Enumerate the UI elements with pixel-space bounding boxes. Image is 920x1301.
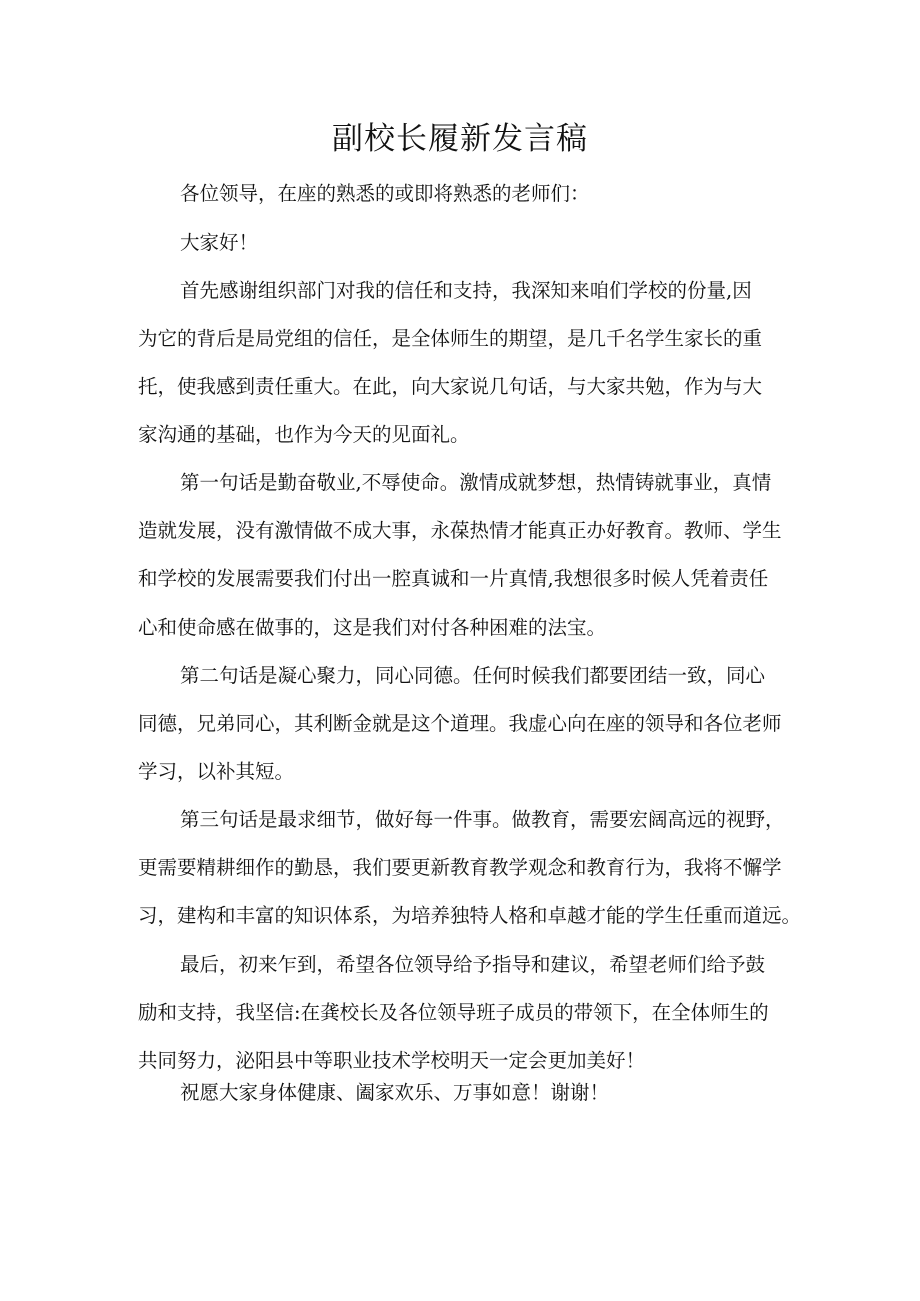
greeting: 大家好！ [180,231,259,254]
paragraph-5-line: 励和支持，我坚信:在龚校长及各位领导班子成员的带领下，在全体师生的 [138,1001,769,1024]
paragraph-1-line: 家沟通的基础，也作为今天的见面礼。 [138,423,470,446]
paragraph-2-line: 造就发展，没有激情做不成大事，永葆热情才能真正办好教育。教师、学生 [138,519,782,542]
paragraph-5-line: 最后，初来乍到，希望各位领导给予指导和建议，希望老师们给予鼓 [180,953,766,976]
paragraph-3-line: 同德，兄弟同心，其利断金就是这个道理。我虚心向在座的领导和各位老师 [138,712,782,735]
paragraph-5-line: 共同努力，泌阳县中等职业技术学校明天一定会更加美好！ [138,1049,646,1072]
closing-line: 祝愿大家身体健康、阖家欢乐、万事如意！谢谢！ [180,1081,610,1104]
paragraph-2-line: 第一句话是勤奋敬业,不辱使命。激情成就梦想，热情铸就事业，真情 [180,471,772,494]
paragraph-3-line: 学习，以补其短。 [138,760,295,783]
paragraph-4-line: 习，建构和丰富的知识体系，为培养独特人格和卓越才能的学生任重而道远。 [138,904,802,927]
paragraph-1-line: 为它的背后是局党组的信任，是全体师生的期望，是几千名学生家长的重 [138,327,763,350]
document-title: 副校长履新发言稿 [332,121,588,157]
paragraph-2-line: 和学校的发展需要我们付出一腔真诚和一片真情,我想很多时候人凭着责任 [138,567,769,590]
salutation: 各位领导，在座的熟悉的或即将熟悉的老师们： [180,182,590,205]
paragraph-1-line: 首先感谢组织部门对我的信任和支持，我深知来咱们学校的份量,因 [180,279,752,302]
paragraph-1-line: 托，使我感到责任重大。在此，向大家说几句话，与大家共勉，作为与大 [138,375,763,398]
paragraph-4-line: 第三句话是最求细节，做好每一件事。做教育，需要宏阔高远的视野， [180,808,785,831]
paragraph-4-line: 更需要精耕细作的勤恳，我们要更新教育教学观念和教育行为，我将不懈学 [138,856,782,879]
paragraph-2-line: 心和使命感在做事的，这是我们对付各种困难的法宝。 [138,616,607,639]
paragraph-3-line: 第二句话是凝心聚力，同心同德。任何时候我们都要团结一致，同心 [180,664,766,687]
